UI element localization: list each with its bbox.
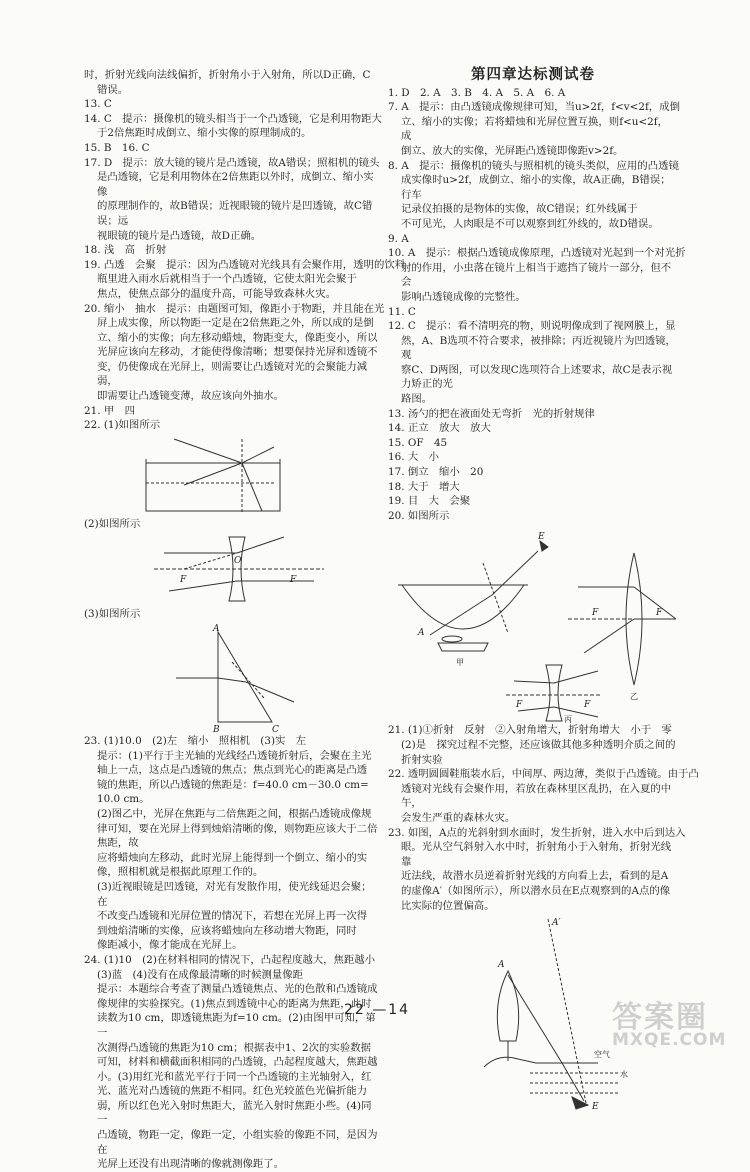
answer-21: 21. 甲 四 bbox=[84, 404, 135, 417]
virtual-image-line bbox=[548, 919, 586, 1103]
text-line: 折射实验 bbox=[401, 753, 443, 766]
optical-center-label: O bbox=[234, 556, 242, 567]
text-line: 变，仍使像成在光屏上，则需要让凸透镜对光的会聚能力减弱， bbox=[97, 360, 368, 388]
text-line: 是凸透镜，它是利用物体在2倍焦距以外时，成倒立、缩小实像 bbox=[97, 171, 374, 198]
answer-9: 9. A bbox=[388, 232, 409, 245]
vertex-a-label: A bbox=[213, 624, 220, 635]
answer-19: 19. 凸透 会聚 提示：因为凸透镜对光线具有会聚作用，透明的饮料 bbox=[84, 258, 406, 271]
answer-10: 10. A 提示：根据凸透镜成像原理，凸透镜对光起到一个对光折 bbox=[388, 247, 686, 260]
text-line: 光、蓝光对凸透镜的焦距不相同。红色光较蓝色光偏折能力 bbox=[97, 1085, 368, 1098]
text-line: 成实像时u>2f，成倒立、缩小的实像，故A正确，B错误；行车 bbox=[401, 174, 671, 201]
text-line: 屏上成实像，所以物距一定是在2倍焦距之外，所以成的是倒 bbox=[97, 317, 374, 330]
text-line: 立、缩小的实像；向左移动蜡烛，物距变大，像距变小，所以 bbox=[97, 331, 378, 344]
text-line: 即需要让凸透镜变薄，故应该向外抽水。 bbox=[97, 390, 285, 403]
answer-14: 14. C 提示：摄像机的镜头相当于一个凸透镜，它是利用物距大 bbox=[84, 112, 382, 125]
text-line: 读数为10 cm，即透镜焦距为f=10 cm。(2)由图甲可知，第一 bbox=[97, 1012, 376, 1039]
ray-bing-1 bbox=[514, 681, 554, 683]
answer-22: 22. (1)如图所示 bbox=[84, 419, 161, 432]
text-line: 镜的焦距，所以凸透镜的焦距是：f=40.0 cm－30.0 cm= bbox=[97, 778, 369, 791]
shoreline bbox=[484, 1057, 598, 1067]
text-line: 到烛焰清晰的实像，应该将蜡烛向左移动增大物距，同时 bbox=[97, 924, 357, 937]
focus-left-bing: F bbox=[516, 700, 523, 711]
answer-13: 13. C bbox=[84, 98, 112, 111]
concave-lens-bing bbox=[546, 665, 562, 721]
figure-yi-label: 乙 bbox=[630, 692, 638, 702]
text-line: 近法线，故潜水员逆着折射光线的方向看上去，看到的是A bbox=[401, 870, 669, 883]
text-line: 的虚像A′（如图所示），所以潜水员在E点观察到的A点的像 bbox=[401, 884, 671, 897]
answer-7: 7. A 提示：由凸透镜成像规律可知，当u>2f，f<v<2f，成倒 bbox=[388, 101, 680, 114]
vertex-b-label: B bbox=[213, 725, 220, 735]
answer-14: 14. 正立 放大 放大 bbox=[388, 422, 491, 435]
answer-16: 16. 大 小 bbox=[388, 451, 439, 464]
point-a-label: A bbox=[418, 628, 425, 639]
answer-17: 17. D 提示：放大镜的镜片是凸透镜，故A错误；照相机的镜头 bbox=[84, 156, 380, 169]
figure-22-2-concave-lens bbox=[84, 531, 380, 607]
answer-15-16: 15. B 16. C bbox=[84, 141, 150, 154]
text-line: 路图。 bbox=[401, 393, 433, 406]
figure-bing-label: 丙 bbox=[564, 715, 572, 724]
text-line: 焦点，使焦点部分的温度升高，可能导致森林火灾。 bbox=[97, 287, 336, 300]
text-line: 比实际的位置偏高。 bbox=[401, 899, 495, 912]
refracted-ray-a bbox=[562, 1063, 584, 1101]
focus-right-yi: F bbox=[656, 608, 663, 619]
text-line: 提示：本题综合考查了测量凸透镜焦点、光的色散和凸透镜成 bbox=[97, 983, 378, 996]
text-line: 瓶里进入雨水后就相当于一个凸透镜，它使太阳光会聚于 bbox=[97, 273, 357, 286]
concave-lens-shape bbox=[229, 537, 245, 601]
text-line: 于2倍焦距时成倒立、缩小实像的原理制成的。 bbox=[97, 127, 312, 140]
answer-12: 12. C 提示：看不清明亮的物，则说明像成到了视网膜上，显 bbox=[388, 320, 676, 333]
text-line: 的原理制作的，故B错误；近视眼镜的镜片是凹透镜，故C错误；远 bbox=[97, 200, 373, 227]
air-label: 空气 bbox=[594, 1050, 610, 1060]
converging-ray-yi bbox=[634, 587, 676, 619]
coin bbox=[442, 636, 462, 642]
incident-ray bbox=[174, 439, 242, 463]
figure-22-3-prism bbox=[84, 622, 380, 734]
text-line: 应将蜡烛向左移动，此时光屏上能得到一个倒立、缩小的实 bbox=[97, 851, 368, 864]
answers-1-6: 1. D 2. A 3. B 4. A 5. A 6. A bbox=[388, 86, 566, 99]
text-line: 可知，材料和横截面积相同的凸透镜，凸起程度越大，焦距越 bbox=[97, 1056, 378, 1069]
water-label: 水 bbox=[620, 1070, 628, 1080]
answer-17: 17. 倒立 缩小 20 bbox=[388, 466, 484, 479]
answer-18: 18. 大于 增大 bbox=[388, 480, 460, 493]
point-a-label: A bbox=[498, 960, 505, 971]
point-a-prime-label: A′ bbox=[552, 918, 561, 929]
text-line: 不可见光，人肉眼是不可以观察到红外线的，故D错误。 bbox=[401, 217, 659, 230]
eye-icon bbox=[540, 541, 548, 551]
answer-23: 23. (1)10.0 (2)左 缩小 照相机 (3)实 左 bbox=[84, 735, 307, 748]
text-line: 然，A、B选项不符合要求，被排除；丙近视镜片为凹透镜，观 bbox=[401, 334, 676, 362]
answer-19: 19. 目 大 会聚 bbox=[388, 495, 471, 508]
answer-15: 15. OF 45 bbox=[388, 436, 448, 449]
focus-label-right: F bbox=[290, 575, 297, 586]
focus-left-yi: F bbox=[592, 608, 599, 619]
focus-right-bing: F bbox=[584, 700, 591, 711]
answer-18: 18. 浅 高 折射 bbox=[84, 244, 167, 257]
answer-11: 11. C bbox=[388, 305, 416, 318]
text-line: 像距减小，像才能成在光屏上。 bbox=[97, 939, 243, 952]
text-line: 错误。 bbox=[97, 83, 129, 96]
text-line: 光屏上还没有出现清晰的像就测像距了。 bbox=[97, 1158, 285, 1171]
text-line: 律可知，要在光屏上得到烛焰清晰的像，则物距应该大于二倍焦距，故 bbox=[97, 822, 378, 850]
bowl-base bbox=[438, 643, 488, 651]
text-line: 记录仪拍摄的是物体的实像，故C错误；红外线属于 bbox=[401, 203, 638, 216]
text-line: 像规律的实验探究。(1)焦点到透镜中心的距离为焦距，此时 bbox=[97, 997, 372, 1010]
text-line: (3)蓝 (4)没有在成像最清晰的时候测量像距 bbox=[97, 968, 304, 981]
right-column bbox=[388, 67, 699, 1113]
watermark-line2: MXQE.COM bbox=[612, 1030, 727, 1050]
text-line: 轴上一点，这点是凸透镜的焦点；焦点到光心的距离是凸透 bbox=[97, 764, 368, 777]
ray-b bbox=[184, 463, 242, 485]
text-line: (2)图乙中，光屏在焦距与二倍焦距之间，根据凸透镜成像规 bbox=[97, 808, 372, 820]
watermark-logo bbox=[612, 992, 732, 1050]
figure-22-2-caption: (2)如图所示 bbox=[84, 517, 141, 530]
ray-c bbox=[242, 447, 274, 463]
answer-22: 22. 透明圆圆鞋瓶装水后，中间厚、两边薄，类似于凸透镜。由于凸 bbox=[388, 768, 699, 781]
text-line: 不改变凸透镜和光屏位置的情况下，若想在光屏上再一次得 bbox=[97, 910, 368, 923]
figure-20-optics bbox=[388, 523, 678, 723]
focus-label-left: F bbox=[180, 575, 187, 586]
inside-ray bbox=[218, 678, 246, 682]
text-line: 察C、D两图，可以发现C选项符合上述要求，故C是表示视力矫正的光 bbox=[401, 363, 673, 391]
exit-ray bbox=[246, 682, 294, 702]
point-e-label: E bbox=[538, 532, 545, 543]
watermark-line1: 答案圈 bbox=[612, 1000, 708, 1035]
refracted-ray bbox=[242, 463, 262, 511]
text-line: 视眼镜的镜片是凸透镜，故D正确。 bbox=[97, 229, 262, 242]
text-line: 时，折射光线向法线偏折，折射角小于入射角，所以D正确，C bbox=[84, 69, 371, 81]
tree-crown bbox=[497, 971, 518, 1041]
answer-13: 13. 汤勺的把在液面处无弯折 光的折射规律 bbox=[388, 407, 595, 420]
answer-20: 20. 缩小 抽水 提示：由题图可知，像距小于物距，并且能在光 bbox=[84, 302, 385, 315]
text-line: 提示：(1)平行于主光轴的光线经凸透镜折射后，会聚在主光 bbox=[97, 749, 372, 762]
text-line: 弱，所以红色光入射时焦距大，蓝光入射时焦距小些。(4)同一 bbox=[97, 1099, 372, 1127]
text-line: (2)是 探究过程不完整，还应该做其他多种透明介质之间的 bbox=[401, 739, 676, 751]
text-line: 10.0 cm。 bbox=[97, 793, 150, 806]
answer-20: 20. 如图所示 bbox=[388, 509, 450, 522]
text-line: 像，照相机就是根据此原理工作的。 bbox=[97, 866, 264, 879]
text-line: 次测得凸透镜的焦距为10 cm；根据表中1、2次的实验数据 bbox=[97, 1041, 372, 1054]
text-line: 倒立、放大的实像，光屏距凸透镜即像距v>2f。 bbox=[401, 144, 624, 157]
answer-23: 23. 如图，A点的光斜射到水面时，发生折射，进入水中后到达入 bbox=[388, 826, 686, 839]
prism-shape bbox=[218, 632, 272, 722]
text-line: 透镜对光线有会聚作用，若放在森林里区乱扔，在入夏的中午， bbox=[401, 782, 672, 810]
answer-24: 24. (1)10 (2)在材料相同的情况下，凸起程度越大，焦距越小 bbox=[84, 953, 376, 966]
text-line: 立、缩小的实像；若将蜡烛和光屏位置互换，则f<u<2f，成 bbox=[401, 115, 668, 143]
text-line: 凸透镜，物距一定，像距一定，小组实验的像距不同，是因为在 bbox=[97, 1129, 378, 1156]
figure-jia-label: 甲 bbox=[456, 658, 464, 668]
figure-22-1-refraction-container bbox=[84, 433, 380, 517]
text-line: 小。(3)用红光和蓝光平行于同一个凸透镜的主光轴射入，红 bbox=[97, 1070, 372, 1083]
text-line: 会发生严重的森林火灾。 bbox=[401, 811, 516, 824]
section-title: 第四章达标测试卷 bbox=[471, 67, 595, 83]
figure-22-3-caption: (3)如图所示 bbox=[84, 608, 141, 621]
container-outline bbox=[146, 459, 280, 511]
normal-line bbox=[232, 662, 264, 698]
point-e-label: E bbox=[592, 1102, 599, 1113]
text-line: 影响凸透镜成像的完整性。 bbox=[401, 290, 526, 303]
text-line: 眼。光从空气斜射入水中时，折射角小于入射角，折射光线靠 bbox=[401, 841, 672, 868]
page-number: 22 —14 bbox=[344, 1002, 411, 1018]
answer-8: 8. A 提示：摄像机的镜头与照相机的镜头类似，应用的凸透镜 bbox=[388, 159, 679, 172]
bowl-body bbox=[402, 585, 524, 629]
text-line: (3)近视眼镜是凹透镜，对光有发散作用，使光线延迟会聚；在 bbox=[97, 880, 372, 908]
text-line: 光屏应该向左移动，才能使得像清晰；想要保持光屏和透镜不 bbox=[97, 346, 378, 359]
vertex-c-label: C bbox=[272, 725, 279, 735]
text-line: 射的作用，小虫落在镜片上相当于遮挡了镜片一部分，但不会 bbox=[401, 261, 672, 289]
answer-21: 21. (1)①折射 反射 ②入射角增大，折射角增大 小于 零 bbox=[388, 724, 672, 737]
refracted-ray-to-eye bbox=[492, 551, 538, 595]
extension-line bbox=[184, 553, 237, 569]
